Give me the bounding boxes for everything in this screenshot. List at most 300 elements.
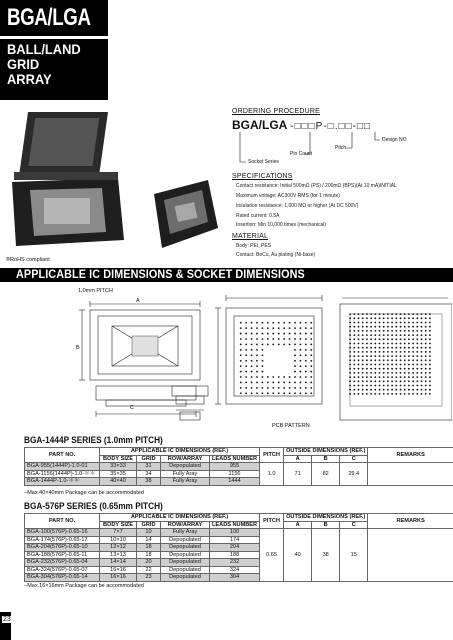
pcb-hole [262,322,264,324]
cell-grid: 34 [137,470,161,478]
pcb-hole [416,330,418,332]
pcb-hole [366,385,368,387]
pcb-hole [353,364,355,366]
pcb-hole [379,393,381,395]
pcb-hole [349,368,351,370]
pcb-hole [362,351,364,353]
pcb-hole [421,368,423,370]
pcb-hole [379,317,381,319]
pcb-hole [400,343,402,345]
header-row-array: ROW/ARRAY [161,455,210,463]
pcb-hole [349,351,351,353]
cell-part: BGA-174(576P)-0.65-17 [25,536,100,544]
pcb-hole [412,372,414,374]
pcb-hole [278,333,280,335]
pcb-hole [358,364,360,366]
pcb-hole [416,343,418,345]
pcb-hole [370,338,372,340]
cell-a: 40 [284,529,312,582]
pcb-hole [383,338,385,340]
pcb-hole [387,372,389,374]
pcb-hole [353,393,355,395]
pcb-hole [391,359,393,361]
pcb-hole [362,359,364,361]
pcb-hole [245,371,247,373]
pcb-hole [262,327,264,329]
pcb-hole [262,360,264,362]
pcb-hole [400,385,402,387]
pcb-hole [425,322,427,324]
pcb-hole [251,344,253,346]
pcb-hole [305,376,307,378]
pcb-hole [370,322,372,324]
pcb-hole [362,347,364,349]
cell-body: 16×16 [100,566,137,574]
pcb-hole [300,382,302,384]
pcb-hole [278,376,280,378]
cell-body: 40×40 [100,478,137,486]
cell-part: BGA-204(576P)-0.65-10 [25,544,100,552]
cell-leads: 955 [210,463,260,471]
dimension-c: C [130,405,134,411]
pcb-hole [294,387,296,389]
pcb-hole [240,371,242,373]
pcb-hole [412,313,414,315]
pcb-hole [374,372,376,374]
pcb-hole [421,343,423,345]
pcb-hole [283,338,285,340]
pcb-hole [404,313,406,315]
cell-body: 35×35 [100,470,137,478]
pcb-hole [412,376,414,378]
pcb-hole [353,317,355,319]
pcb-hole [262,354,264,356]
cell-part: BGA-324(576P)-0.65-07 [25,566,100,574]
material-label: MATERIAL [232,233,269,240]
pcb-hole [395,326,397,328]
pcb-hole [366,359,368,361]
cell-part: BGA-100(576P)-0.65-16 [25,529,100,537]
pcb-hole [366,326,368,328]
header-a: A [284,455,312,463]
pcb-hole [300,327,302,329]
pcb-hole [349,343,351,345]
socket-photo-open [6,112,126,248]
header-c: C [340,455,368,463]
pcb-hole [289,344,291,346]
material-line: Contact: BeCu, Au plating (Ni-base) [236,252,316,258]
pcb-hole [400,355,402,357]
pcb-hole [416,376,418,378]
pcb-hole [400,338,402,340]
pcb-hole [408,334,410,336]
pcb-hole [300,392,302,394]
pcb-hole [374,351,376,353]
pcb-hole [412,343,414,345]
header-applicable: APPLICABLE IC DIMENSIONS (REF.) [100,448,260,456]
pcb-hole [289,392,291,394]
pcb-hole [391,330,393,332]
pcb-hole [416,317,418,319]
pcb-hole [370,380,372,382]
cell-leads: 324 [210,566,260,574]
pcb-hole [421,389,423,391]
header-body-size: BODY SIZE [100,455,137,463]
pcb-hole [272,376,274,378]
pcb-hole [262,382,264,384]
pcb-hole [395,389,397,391]
pcb-hole [379,372,381,374]
pcb-hole [300,365,302,367]
pcb-hole [412,389,414,391]
pcb-hole [374,376,376,378]
pcb-hole [429,343,431,345]
pcb-hole [425,376,427,378]
pcb-hole [289,376,291,378]
pcb-hole [404,338,406,340]
pcb-hole [429,334,431,336]
pcb-hole [425,364,427,366]
pcb-pattern-label: PCB PATTERN [272,423,310,429]
pcb-hole [366,376,368,378]
pcb-hole [374,368,376,370]
pcb-hole [353,359,355,361]
header-a: A [284,521,312,529]
header-part-no: PART NO. [25,448,100,463]
pcb-hole [395,364,397,366]
pcb-hole [362,385,364,387]
pcb-hole [362,326,364,328]
pcb-hole [251,382,253,384]
pcb-hole [374,389,376,391]
pcb-hole [412,380,414,382]
pcb-hole [383,343,385,345]
subtitle-line-3: ARRAY [7,71,52,87]
pcb-hole [358,313,360,315]
pcb-hole [362,393,364,395]
pcb-hole [395,385,397,387]
header-applicable: APPLICABLE IC DIMENSIONS (REF.) [100,514,260,522]
pcb-hole [256,349,258,351]
header-remarks: REMARKS [368,514,453,529]
pcb-hole [404,364,406,366]
header-body-size: BODY SIZE [100,521,137,529]
pcb-hole [251,322,253,324]
header-grid: GRID [137,455,161,463]
pcb-hole [240,344,242,346]
pcb-hole [408,368,410,370]
pcb-hole [262,392,264,394]
pcb-hole [245,338,247,340]
title-divider [0,36,108,39]
cell-row: Depopulated [161,566,210,574]
pcb-hole [383,322,385,324]
pcb-hole [294,349,296,351]
pcb-hole [289,387,291,389]
pcb-hole [289,322,291,324]
pcb-hole [383,313,385,315]
pcb-hole [416,372,418,374]
pcb-hole [240,327,242,329]
pcb-hole [262,333,264,335]
pcb-hole [366,343,368,345]
table-row [25,529,453,537]
pcb-hole [374,334,376,336]
pcb-hole [425,347,427,349]
pcb-hole [240,365,242,367]
pcb-hole [358,351,360,353]
cell-body: 33×33 [100,463,137,471]
pcb-hole [429,359,431,361]
ordering-code-series: BGA/LGA [232,118,287,132]
pcb-hole [429,393,431,395]
pcb-hole [395,317,397,319]
pcb-hole [305,349,307,351]
cell-grid: 18 [137,544,161,552]
pcb-hole [358,376,360,378]
cell-grid: 20 [137,559,161,567]
pcb-hole [300,387,302,389]
pcb-hole [362,313,364,315]
pcb-hole [358,322,360,324]
pcb-hole [240,376,242,378]
pcb-hole [349,380,351,382]
pcb-hole [349,385,351,387]
pcb-hole [421,351,423,353]
pcb-hole [310,354,312,356]
pcb-hole [408,343,410,345]
pcb-hole [300,344,302,346]
pcb-hole [383,326,385,328]
pcb-hole [240,349,242,351]
pcb-hole [256,322,258,324]
pcb-hole [429,368,431,370]
pcb-hole [425,355,427,357]
pcb-hole [310,322,312,324]
pcb-hole [305,371,307,373]
pcb-hole [300,371,302,373]
pcb-hole [387,330,389,332]
pcb-hole [366,355,368,357]
pcb-hole [404,380,406,382]
pcb-hole [353,380,355,382]
pcb-hole [421,359,423,361]
pcb-hole [383,385,385,387]
pcb-hole [425,351,427,353]
pcb-hole [289,327,291,329]
pcb-hole [240,322,242,324]
pcb-hole [404,359,406,361]
pcb-hole [370,351,372,353]
pcb-hole [412,368,414,370]
pcb-hole [349,372,351,374]
cell-row: Depopulated [161,536,210,544]
socket-photo-closed [150,176,220,252]
pcb-hole [294,365,296,367]
pcb-hole [272,322,274,324]
pcb-hole [300,338,302,340]
pcb-hole [387,322,389,324]
pcb-hole [353,326,355,328]
pcb-hole [400,347,402,349]
pcb-hole [416,322,418,324]
pcb-hole [349,338,351,340]
dimension-a: A [136,298,140,304]
pcb-hole [267,344,269,346]
pcb-hole [400,330,402,332]
pcb-hole [408,313,410,315]
pcb-hole [421,372,423,374]
pcb-hole [421,326,423,328]
pcb-hole [374,380,376,382]
pcb-hole [272,338,274,340]
pcb-hole [400,364,402,366]
pcb-hole [362,330,364,332]
pcb-hole [300,354,302,356]
pcb-hole [310,387,312,389]
pcb-hole [362,355,364,357]
pcb-hole [391,317,393,319]
pcb-hole [387,326,389,328]
pcb-hole [362,389,364,391]
pcb-hole [429,322,431,324]
pcb-hole [278,344,280,346]
pcb-hole [391,385,393,387]
pcb-hole [391,389,393,391]
pcb-hole [358,330,360,332]
pcb-hole [251,365,253,367]
pcb-hole [374,338,376,340]
pcb-hole [412,330,414,332]
pcb-hole [383,389,385,391]
callout-socket-series: Socket Series [248,159,279,165]
pcb-hole [358,393,360,395]
pcb-hole [256,392,258,394]
pcb-hole [425,334,427,336]
pcb-hole [366,372,368,374]
pcb-hole [283,382,285,384]
pcb-hole [305,392,307,394]
pcb-hole [408,338,410,340]
pcb-hole [358,317,360,319]
pcb-hole [349,364,351,366]
pcb-hole [267,382,269,384]
pcb-hole [370,372,372,374]
pcb-hole [278,392,280,394]
pcb-hole [408,372,410,374]
pcb-hole [429,326,431,328]
pcb-hole [374,359,376,361]
pcb-hole [387,351,389,353]
pcb-hole [408,389,410,391]
header-outside: OUTSIDE DIMENSIONS (REF.) [284,448,368,456]
pcb-hole [358,372,360,374]
pcb-hole [245,360,247,362]
pcb-hole [387,393,389,395]
pcb-hole [262,344,264,346]
pcb-hole [429,376,431,378]
cell-pitch: 0.65 [260,529,284,582]
callout-pin-count: Pin Count [290,151,312,157]
pcb-hole [404,376,406,378]
pcb-hole [408,355,410,357]
pcb-hole [391,364,393,366]
pcb-hole [379,326,381,328]
pcb-hole [412,347,414,349]
pcb-hole [412,385,414,387]
pcb-hole [379,385,381,387]
pcb-hole [251,371,253,373]
pcb-hole [412,322,414,324]
cell-grid: 38 [137,478,161,486]
pcb-hole [416,347,418,349]
pcb-hole [412,393,414,395]
pcb-hole [353,347,355,349]
pcb-hole [425,343,427,345]
pcb-hole [404,351,406,353]
cell-row: Depopulated [161,463,210,471]
pcb-hole [362,376,364,378]
pcb-hole [310,371,312,373]
section-banner-title: APPLICABLE IC DIMENSIONS & SOCKET DIMENSIONS [16,269,305,281]
pcb-hole [408,393,410,395]
pcb-hole [391,322,393,324]
ordering-procedure-label: ORDERING PROCEDURE [232,108,320,115]
pcb-hole [404,343,406,345]
pcb-hole [240,387,242,389]
pcb-hole [387,334,389,336]
pcb-hole [383,355,385,357]
pcb-hole [294,382,296,384]
pcb-hole [294,392,296,394]
cell-leads: 100 [210,529,260,537]
pcb-hole [421,322,423,324]
cell-body: 13×13 [100,551,137,559]
pcb-hole [370,343,372,345]
pcb-hole [362,380,364,382]
pcb-hole [366,322,368,324]
pcb-hole [278,322,280,324]
pcb-hole [366,334,368,336]
pcb-hole [408,330,410,332]
pcb-hole [362,364,364,366]
pcb-hole [383,347,385,349]
pcb-hole [256,344,258,346]
pcb-hole [421,347,423,349]
callout-design-no: Design NO [382,137,407,143]
pcb-hole [278,327,280,329]
pcb-hole [408,364,410,366]
pcb-hole [387,376,389,378]
pcb-hole [240,333,242,335]
table-header-row [25,448,453,456]
pcb-hole [412,334,414,336]
pcb-hole [383,368,385,370]
pcb-hole [400,368,402,370]
cell-a: 71 [284,463,312,486]
pcb-hole [362,338,364,340]
pcb-hole [366,313,368,315]
pcb-hole [416,338,418,340]
pcb-hole [283,376,285,378]
pcb-hole [370,317,372,319]
pcb-hole [300,322,302,324]
pcb-hole [404,330,406,332]
header-remarks: REMARKS [368,448,453,463]
pcb-hole [294,371,296,373]
pcb-hole [283,387,285,389]
subtitle-line-2: GRID [7,56,40,72]
